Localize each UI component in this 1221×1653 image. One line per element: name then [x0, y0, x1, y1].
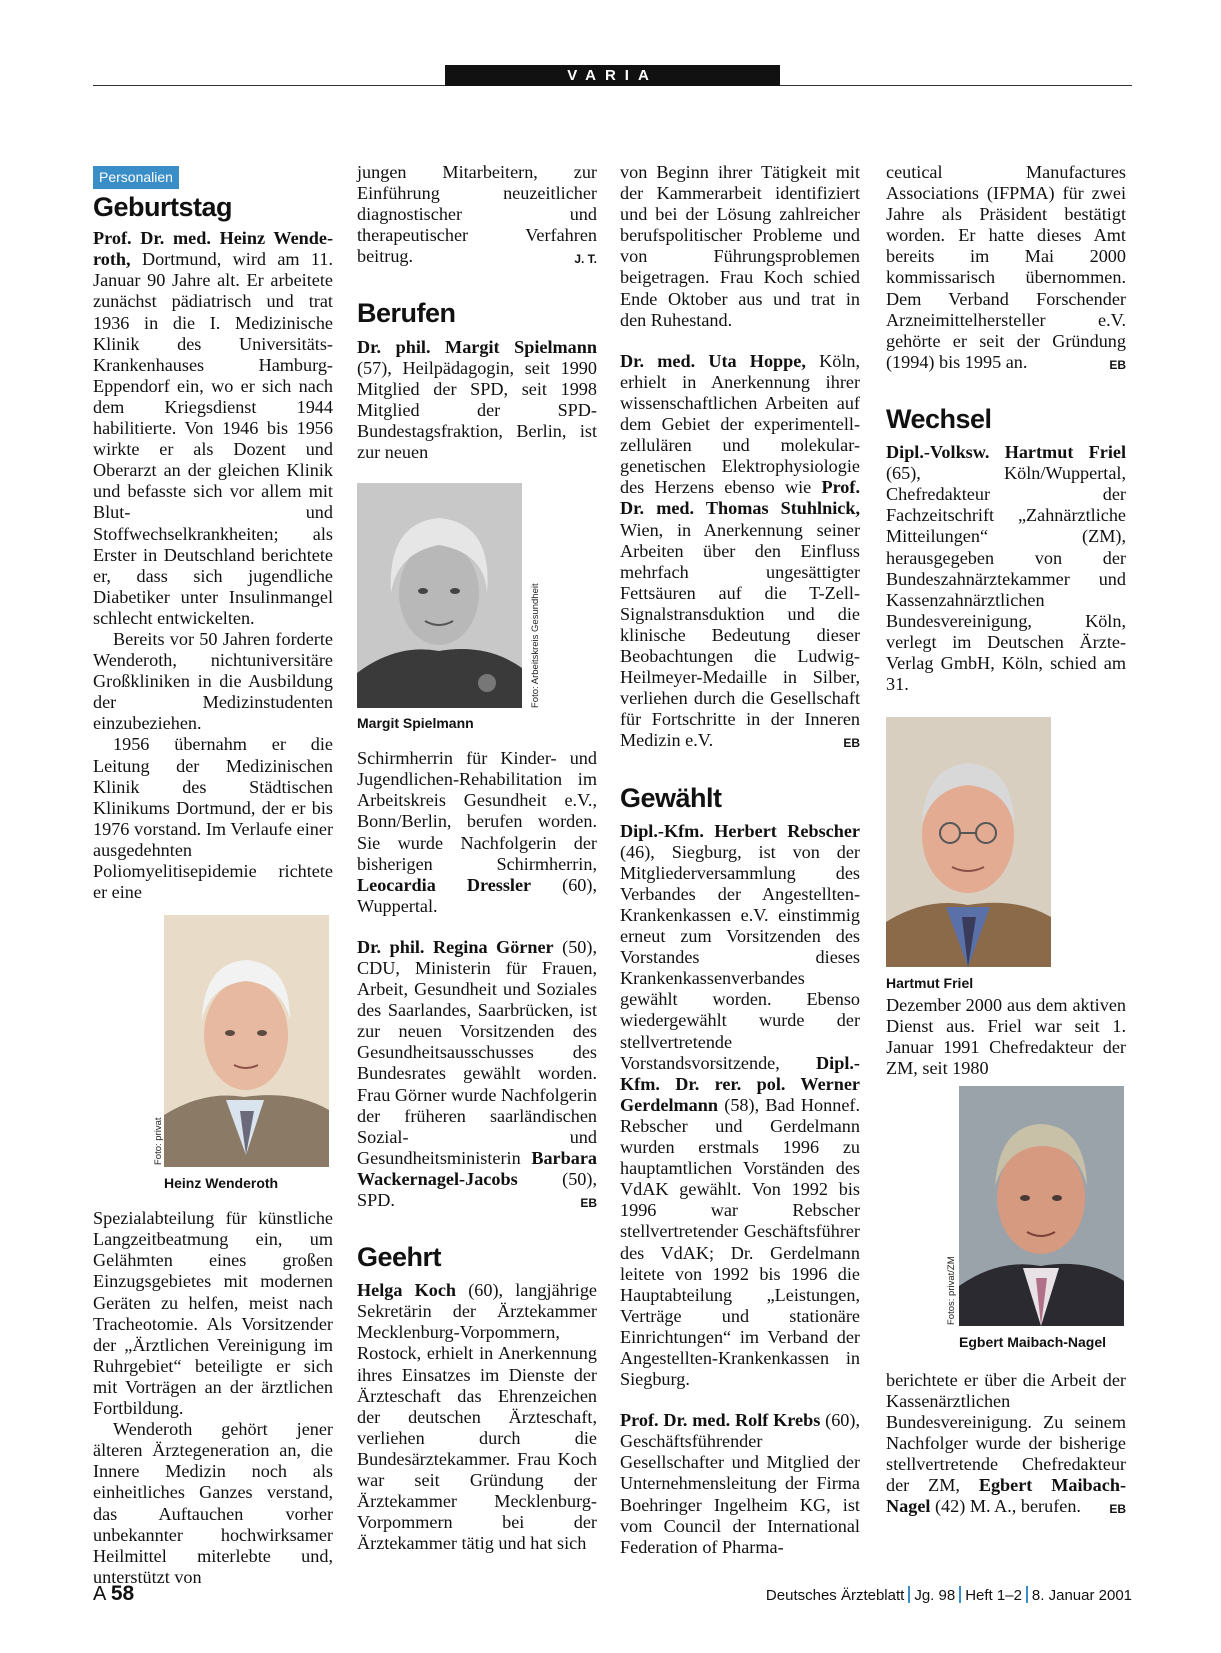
- issue: Heft 1–2: [965, 1587, 1022, 1604]
- paragraph: jungen Mitarbeitern, zur Einführung neuzeitlicher diagnostischer und therapeutischer Verfahren beitrug. J. T.: [357, 162, 597, 267]
- photo-credit: Foto: Arbeitskreis Gesundheit: [530, 583, 541, 709]
- journal-name: Deutsches Ärzteblatt: [765, 1587, 905, 1604]
- heading-berufen: Berufen: [357, 298, 456, 329]
- photo-block: [93, 903, 333, 1208]
- photo-caption: Hartmut Friel: [886, 975, 974, 992]
- heading-wechsel: Wechsel: [886, 403, 992, 434]
- author-signature: EB: [1109, 1502, 1126, 1517]
- photo-credit: Fotos: privat/ZM: [946, 1255, 957, 1325]
- person-name: Dr. phil. Margit Spielmann: [357, 336, 597, 357]
- person-name: Egbert Maibach-Nagel: [886, 1475, 1126, 1517]
- paragraph: Helga Koch (60), langjährige Sekretärin der Ärztekammer Mecklenburg-Vorpommern, Rostock, erhielt in Anerkennung ihres Einsatzes im Dienste der Ärzteschaft das Ehrenzeichen der deutschen Ärzteschaft, verliehen durch die Bundesärztekammer. Frau Koch war seit Gründung der Ärztekammer Mecklenburg-Vorpommern bei der Ärztekammer tätig und hat sich: [357, 1280, 598, 1554]
- portrait-photo: [959, 1086, 1124, 1326]
- paragraph: Bereits vor 50 Jahren forderte Wenderoth, nichtuniversitäre Großkliniken in die Ausbildung der Medizinstudenten einzubeziehen.: [93, 628, 333, 734]
- author-signature: EB: [580, 1196, 597, 1210]
- paragraph: Dipl.-Volksw. Hartmut Friel (65), Köln/Wuppertal, Chefredakteur der Fachzeitschrift „Zahnärztliche Mitteilungen“ (ZM), herausgegeben von der Bundeszahnärztekammer und Kassenzahnärztlichen Bundesvereinigung, Köln, verlegt im Deutschen Ärzte-Verlag GmbH, Köln, schied am 31.: [886, 442, 1126, 695]
- heading-geehrt: Geehrt: [357, 1242, 442, 1273]
- issue-date: 8. Januar 2001: [1031, 1587, 1132, 1604]
- photo-caption: Egbert Maibach-Nagel: [959, 1333, 1107, 1350]
- person-name: Dr. phil. Regina Görner: [357, 936, 554, 957]
- person-name: Dipl.-Volksw. Hartmut Friel: [886, 442, 1126, 463]
- paragraph: berichtete er über die Arbeit der Kassenärztlichen Bundesvereinigung. Zu seinem Nachfolger wurde der bisherige stellvertretende Chefredakteur der ZM, Egbert Maibach-Nagel (42) M. A., berufen. EB: [886, 1370, 1126, 1518]
- heading-geburtstag: Geburtstag: [93, 192, 233, 223]
- paragraph: Prof. Dr. med. Rolf Krebs (60), Geschäftsführender Gesellschafter und Mitglied der Unternehmensleitung der Firma Boehringer Ingelheim KG, ist vom Council der International Federation of Pharma-: [620, 1410, 860, 1557]
- category-tag: Personalien: [93, 166, 179, 189]
- person-name: Helga Koch: [357, 1280, 457, 1301]
- person-name: Dipl.-Kfm. Herbert Rebscher: [620, 820, 860, 841]
- paragraph: Dezember 2000 aus dem aktiven Dienst aus. Friel war seit 1. Januar 1991 Chefredakteur der ZM, seit 1980: [886, 995, 1126, 1079]
- portrait-photo: [886, 717, 1051, 967]
- photo-caption: Margit Spielmann: [357, 715, 474, 732]
- photo-block: [357, 463, 597, 748]
- author-signature: J. T.: [574, 252, 597, 267]
- column-4: [886, 162, 1126, 1520]
- paragraph: Prof. Dr. med. Heinz Wende-roth, Dortmund, wird am 11. Januar 90 Jahre alt. Er arbeitete zunächst pädiatrisch und trat 1936 in die I. Medizinische Klinik des Universitäts-Krankenhauses Hamburg-Eppendorf ein, wo er sich nach dem Kriegsdienst 1944 habilitierte. Von 1946 bis 1956 wirkte er als Dozent und Oberarzt an der gleichen Klinik und befasste sich vor allem mit Blut- und Stoffwechselkrankheiten; als Erster in Deutschland berichtete er, dass sich jugendliche Diabetiker unter Insulinmangel schlecht entwickelten.: [93, 228, 333, 628]
- paragraph: Dr. med. Uta Hoppe, Köln, erhielt in Anerkennung ihrer wissenschaftlichen Arbeiten auf dem Gebiet der experimentell-zellulären und molekular-genetischen Elektrophysiologie des Herzens ebenso wie Prof. Dr. med. Thomas Stuhlnick, Wien, in Anerkennung seiner Arbeiten über den Einfluss mehrfach ungesättigter Fettsäuren auf die T-Zell-Signalstransduktion und die klinische Bedeutung dieser Beobachtungen die Ludwig-Heilmeyer-Medaille in Silber, verliehen durch die Gesellschaft für Fortschritte in der Inneren Medizin e.V. EB: [620, 351, 860, 752]
- paragraph: ceutical Manufactures Associations (IFPMA) für zwei Jahre als Präsident bestätigt worden. Er hatte dieses Amt bereits im Mai 2000 kommissarisch übernommen. Dem Verband Forschender Arzneimittelhersteller e.V. gehörte er seit der Gründung (1994) bis 1995 an. EB: [886, 162, 1126, 373]
- column-2: [357, 162, 597, 1554]
- author-signature: EB: [843, 736, 860, 751]
- portrait-photo: [357, 483, 522, 708]
- photo-caption: Heinz Wenderoth: [164, 1175, 279, 1192]
- person-name: Leocardia Dressler: [357, 874, 532, 895]
- person-name: Dr. med. Uta Hoppe,: [620, 350, 806, 371]
- paragraph: Spezialabteilung für künstliche Langzeitbeatmung ein, um Gelähmten eines großen Einzugsgebietes mit modernen Geräten zu helfen, meist nach Tracheotomie. Als Vorsitzender der „Ärztlichen Vereinigung im Ruhrgebiet“ beteiligte er sich mit Vorträgen an der ärztlichen Fortbildung.: [93, 1208, 333, 1419]
- column-1: [93, 162, 333, 1588]
- paragraph: Schirmherrin für Kinder- und Jugendlichen-Rehabilitation im Arbeitskreis Gesundheit e.V., Bonn/Berlin, berufen worden. Sie wurde Nachfolgerin der bisherigen Schirmherrin, Leocardia Dressler (60), Wuppertal.: [357, 748, 597, 916]
- photo-block: [886, 695, 1126, 995]
- paragraph: von Beginn ihrer Tätigkeit mit der Kammerarbeit identifiziert und bei der Lösung zahlreicher berufspolitischer Probleme und von Führungsproblemen beigetragen. Frau Koch schied Ende Oktober aus und trat in den Ruhestand.: [620, 162, 860, 330]
- paragraph: Dr. phil. Regina Görner (50), CDU, Ministerin für Frauen, Arbeit, Gesundheit und Soziales des Saarlandes, Saarbrücken, ist zur neuen Vorsitzenden des Gesundheitsausschusses des Bundesrates gewählt worden. Frau Görner wurde Nachfolgerin der früheren saarländischen Sozial- und Gesundheitsministerin Barbara Wackernagel-Jacobs (50), SPD. EB: [357, 937, 597, 1211]
- page-number: A 58: [93, 1582, 135, 1605]
- person-name: Prof. Dr. med. Thomas Stuhlnick,: [620, 477, 861, 519]
- portrait-photo: [164, 915, 329, 1167]
- journal-info: [766, 1586, 1132, 1604]
- person-name: Barbara Wackernagel-Jacobs: [357, 1147, 597, 1189]
- person-name: Dipl.-Kfm. Dr. rer. pol. Werner Gerdelmann: [620, 1052, 860, 1115]
- paragraph: Wenderoth gehört jener älteren Ärztegeneration an, die Innere Medizin noch als einheitliches Ganzes verstand, das Auftauchen vorher unbekannter hochwirksamer Heilmittel miterlebte und, unterstützt von: [93, 1419, 333, 1587]
- author-signature: EB: [1109, 357, 1126, 372]
- section-header: VARIA: [445, 65, 780, 86]
- photo-credit: Foto: privat: [153, 1117, 164, 1166]
- person-name: Prof. Dr. med. Rolf Krebs: [620, 1410, 821, 1431]
- paragraph: 1956 übernahm er die Leitung der Medizinischen Klinik des Städtischen Klinikums Dortmund, der er bis 1976 vorstand. Im Verlaufe einer ausgedehnten Poliomyelitisepidemie richtete er eine: [93, 734, 333, 903]
- column-3: [620, 162, 860, 1558]
- person-name: Prof. Dr. med. Heinz Wende-roth,: [93, 228, 333, 270]
- volume: Jg. 98: [914, 1587, 956, 1604]
- photo-block: [886, 1080, 1126, 1370]
- paragraph: Dr. phil. Margit Spielmann (57), Heilpädagogin, seit 1990 Mitglied der SPD, seit 1998 Mitglied der SPD-Bundestagsfraktion, Berlin, ist zur neuen: [357, 336, 597, 463]
- heading-gewaehlt: Gewählt: [620, 782, 722, 813]
- paragraph: Dipl.-Kfm. Herbert Rebscher (46), Siegburg, ist von der Mitgliederversammlung des Verbandes der Angestellten-Krankenkassen e.V. einstimmig erneut zum Vorsitzenden des Vorstandes dieses Krankenkassenverbandes gewählt worden. Ebenso wiedergewählt wurde der stellvertretende Vorstandsvorsitzende, Dipl.-Kfm. Dr. rer. pol. Werner Gerdelmann (58), Bad Honnef. Rebscher und Gerdelmann wurden erstmals 1996 zu hauptamtlichen Vorständen des VdAK gewählt. Von 1992 bis 1996 war Rebscher stellvertretender Geschäftsführer des VdAK; Dr. Gerdelmann leitete von 1992 bis 1996 die Hauptabteilung „Leistungen, Verträge und stationäre Einrichtungen“ im Verband der Angestellten-Krankenkassen in Siegburg.: [620, 820, 860, 1390]
